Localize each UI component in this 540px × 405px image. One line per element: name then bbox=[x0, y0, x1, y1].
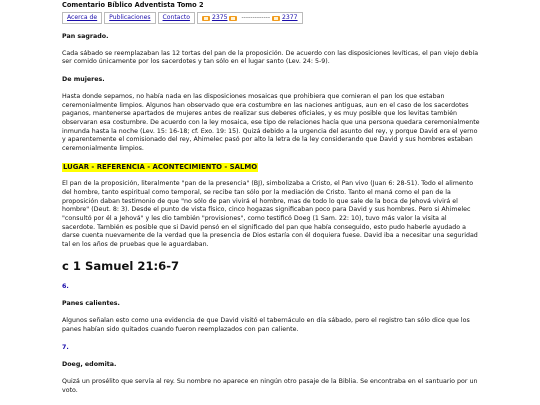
next-chapter-link[interactable]: 2377 bbox=[282, 13, 298, 21]
section-title: De mujeres. bbox=[62, 76, 105, 84]
prev-chapter-link[interactable]: 2375 bbox=[211, 13, 228, 21]
section-text: Algunos señalan esto como una evidencia de que David visitó el tabernáculo en día sábado, pero el registro tan sólo dice que los panes habían sido quitados cuando fueron reemplazados con pan caliente. bbox=[62, 317, 470, 333]
section-text: Hasta donde sepamos, no había nada en las disposiciones mosaicas que prohibiera que comieran el pan los que estaban ceremonialmente limpios. Algunos han observado que era costumbre en las naciones antiguas, aun en el caso de los sacerdotes paganos, mantenerse apartados de mujeres antes de realizar sus deberes oficiales, y es muy posible que los levitas también observaran esa costumbre. De acuerdo con la ley mosaica, ese tipo de relaciones hacía que una persona quedara ceremonialmente inmunda hasta la noche (Lev. 15: 16-18; cf. Exo. 19: 15). Quizá debido a la urgencia del asunto del rey, y porque David era el yerno y aparentemente el comisionado del rey, Ahimelec pasó por alto la letra de la ley considerando que David y sus hombres estaban ceremonialmente limpios. bbox=[62, 92, 480, 152]
section-title: Panes calientes. bbox=[62, 300, 120, 308]
chapter-heading: c 1 Samuel 21:6-7 bbox=[62, 258, 180, 273]
section-title: Doeg, edomita. bbox=[62, 361, 117, 369]
highlight-banner: LUGAR - REFERENCIA - ACONTECIMIENTO - SALMO bbox=[63, 162, 258, 171]
book-icon bbox=[229, 16, 237, 21]
header bbox=[0, 0, 540, 24]
verse-number: 7. bbox=[62, 343, 69, 351]
book-icon bbox=[202, 16, 210, 21]
nav-about-link[interactable]: Acerca de bbox=[62, 12, 102, 24]
nav-contact-link[interactable]: Contacto bbox=[158, 12, 195, 24]
commentary-content bbox=[0, 33, 540, 395]
book-icon bbox=[272, 16, 280, 21]
chapter-separator: ------------- bbox=[241, 13, 271, 21]
section-title: Pan sagrado. bbox=[62, 33, 109, 41]
nav-publications-link[interactable]: Publicaciones bbox=[104, 12, 155, 24]
chapter-nav bbox=[197, 12, 303, 24]
section-text: Quizá un prosélito que servía al rey. Su nombre no aparece en ningún otro pasaje de la Biblia. Se encontraba en el santuario por un voto. bbox=[62, 377, 478, 394]
section-text: Cada sábado se reemplazaban las 12 tortas del pan de la proposición. De acuerdo con las disposiciones levíticas, el pan viejo debía ser comido únicamente por los sacerdotes y tan sólo en el lugar santo (Lev. 24: 5-9). bbox=[62, 49, 479, 66]
verse-number: 6. bbox=[62, 282, 69, 290]
nav-bar bbox=[62, 12, 540, 24]
app-title: Comentario Bíblico Adventista Tomo 2 bbox=[62, 1, 204, 9]
section-text: El pan de la proposición, literalmente "pan de la presencia" (BJ), simbolizaba a Cristo, el Pan vivo (Juan 6: 28-51). Todo el alimento del hombre, tanto espiritual como temporal, se recibe tan sólo por la mediación de Cristo. Tanto el maná como el pan de la proposición daban testimonio de que "no sólo de pan vivirá el hombre, mas de todo lo que sale de la boca de Jehová vivirá el hombre" (Deut. 8: 3). Desde el punto de vista físico, cinco hogazas significaban poco para David y sus hombres. Pero si Ahimelec "consultó por él a Jehová" y les dio también "provisiones", como testificó Doeg (1 Sam. 22: 10), tuvo más valor la visita al sacerdote. También es posible que si David pensó en el significado del pan que había conseguido, esto pudo haberle ayudado a darse cuenta nuevamente de la verdad que la presencia de Dios estaría con él doquiera fuese. David iba a necesitar una seguridad tal en los años de pruebas que le aguardaban. bbox=[62, 180, 478, 249]
